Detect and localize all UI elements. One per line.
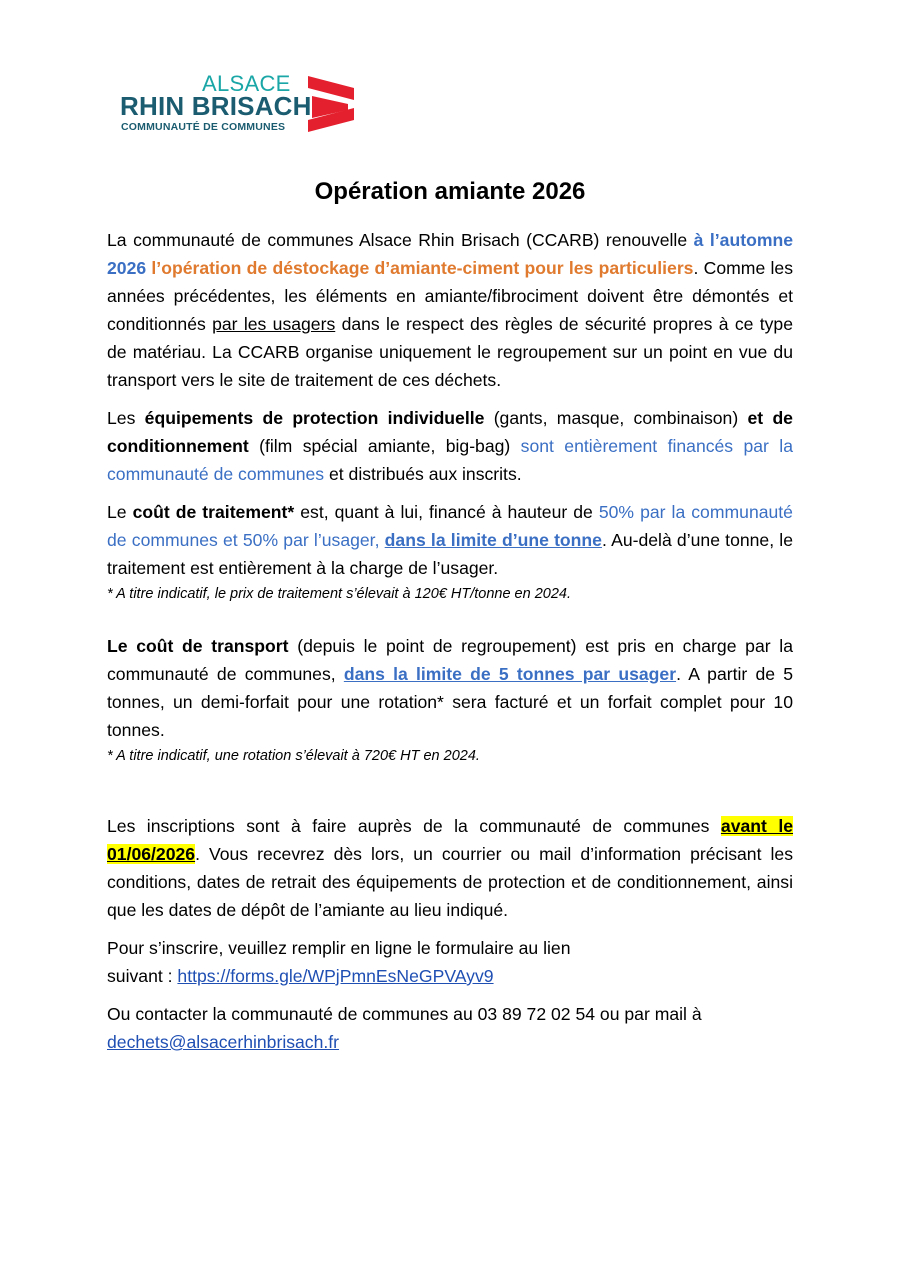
funding-highlight: sont entièrement financés par la communauté de communes xyxy=(107,436,793,484)
transport-cost-bold: Le coût de transport xyxy=(107,636,289,656)
email-link[interactable]: dechets@alsacerhinbrisach.fr xyxy=(107,1032,340,1052)
treatment-cost-bold: coût de traitement* xyxy=(132,502,295,522)
rotation-price-note: * A titre indicatif, une rotation s’élevait à 720€ HT en 2024. xyxy=(107,748,480,764)
treatment-cost-paragraph: Le coût de traitement* est, quant à lui, financé à hauteur de 50% par la communauté de communes et 50% par l’usager, dans la limite d’une tonne. Au-delà d’une tonne, le traitement est entièrement à la charge de l’usager. xyxy=(107,502,793,578)
equipment-paragraph: Les équipements de protection individuelle (gants, masque, combinaison) et de conditionnement (film spécial amiante, big-bag) sont entièrement financés par la communauté de communes et distribués aux inscrits. xyxy=(107,408,793,484)
logo-communaute-text: COMMUNAUTÉ DE COMMUNES xyxy=(121,121,286,133)
operation-highlight: l’opération de déstockage d’amiante-ciment pour les particuliers xyxy=(151,258,694,278)
packaging-bold: et de conditionnement xyxy=(107,408,793,456)
ppe-bold: équipements de protection individuelle xyxy=(144,408,485,428)
registration-paragraph: Les inscriptions sont à faire auprès de la communauté de communes avant le 01/06/2026. Vous recevrez dès lors, un courrier ou mail d’information précisant les conditions, dates de retrait des équipements de protection et de conditionnement, ainsi que les dates de dépôt de l’amiante au lieu indiqué. xyxy=(107,816,794,920)
by-users-underlined: par les usagers xyxy=(212,314,336,334)
transport-cost-paragraph: Le coût de transport (depuis le point de regroupement) est pris en charge par la communauté de communes, dans la limite de 5 tonnes par usager. A partir de 5 tonnes, un demi-forfait pour une rotation* sera facturé et un forfait complet pour 10 tonnes. xyxy=(107,636,794,740)
cost-split-highlight: 50% par la communauté de communes et 50% par l’usager, xyxy=(107,502,793,550)
alsace-rhin-brisach-logo xyxy=(118,70,368,138)
document-body xyxy=(107,226,793,1056)
logo-alsace-text: ALSACE xyxy=(202,71,291,96)
one-ton-limit: dans la limite d’une tonne xyxy=(384,530,602,550)
five-ton-limit: dans la limite de 5 tonnes par usager xyxy=(343,664,677,684)
logo-chevron-icon xyxy=(308,74,356,134)
page-title: Opération amiante 2026 xyxy=(314,178,586,205)
deadline-highlight: avant le 01/06/2026 xyxy=(107,816,794,864)
logo-rhin-brisach-text: RHIN BRISACH xyxy=(120,91,312,121)
intro-paragraph: La communauté de communes Alsace Rhin Brisach (CCARB) renouvelle à l’automne 2026 l’opération de déstockage d’amiante-ciment pour les particuliers. Comme les années précédentes, les éléments en amiante/fibrociment doivent être démontés et conditionnés par les usagers dans le respect des règles de sécurité propres à ce type de matériau. La CCARB organise uniquement le regroupement sur un point en vue du transport vers le site de traitement de ces déchets. xyxy=(107,230,793,390)
contact-paragraph: Ou contacter la communauté de communes au 03 89 72 02 54 ou par mail à dechets@alsacerhinbrisach.fr xyxy=(107,1004,702,1052)
treatment-price-note: * A titre indicatif, le prix de traitement s’élevait à 120€ HT/tonne en 2024. xyxy=(107,586,571,602)
form-link[interactable]: https://forms.gle/WPjPmnEsNeGPVAyv9 xyxy=(177,966,494,986)
season-highlight: à l’automne 2026 xyxy=(107,230,793,278)
form-paragraph: Pour s’inscrire, veuillez remplir en ligne le formulaire au lien suivant : https://forms.gle/WPjPmnEsNeGPVAyv9 xyxy=(107,938,571,986)
text: La communauté de communes Alsace Rhin Brisach (CCARB) renouvelle xyxy=(107,230,694,250)
